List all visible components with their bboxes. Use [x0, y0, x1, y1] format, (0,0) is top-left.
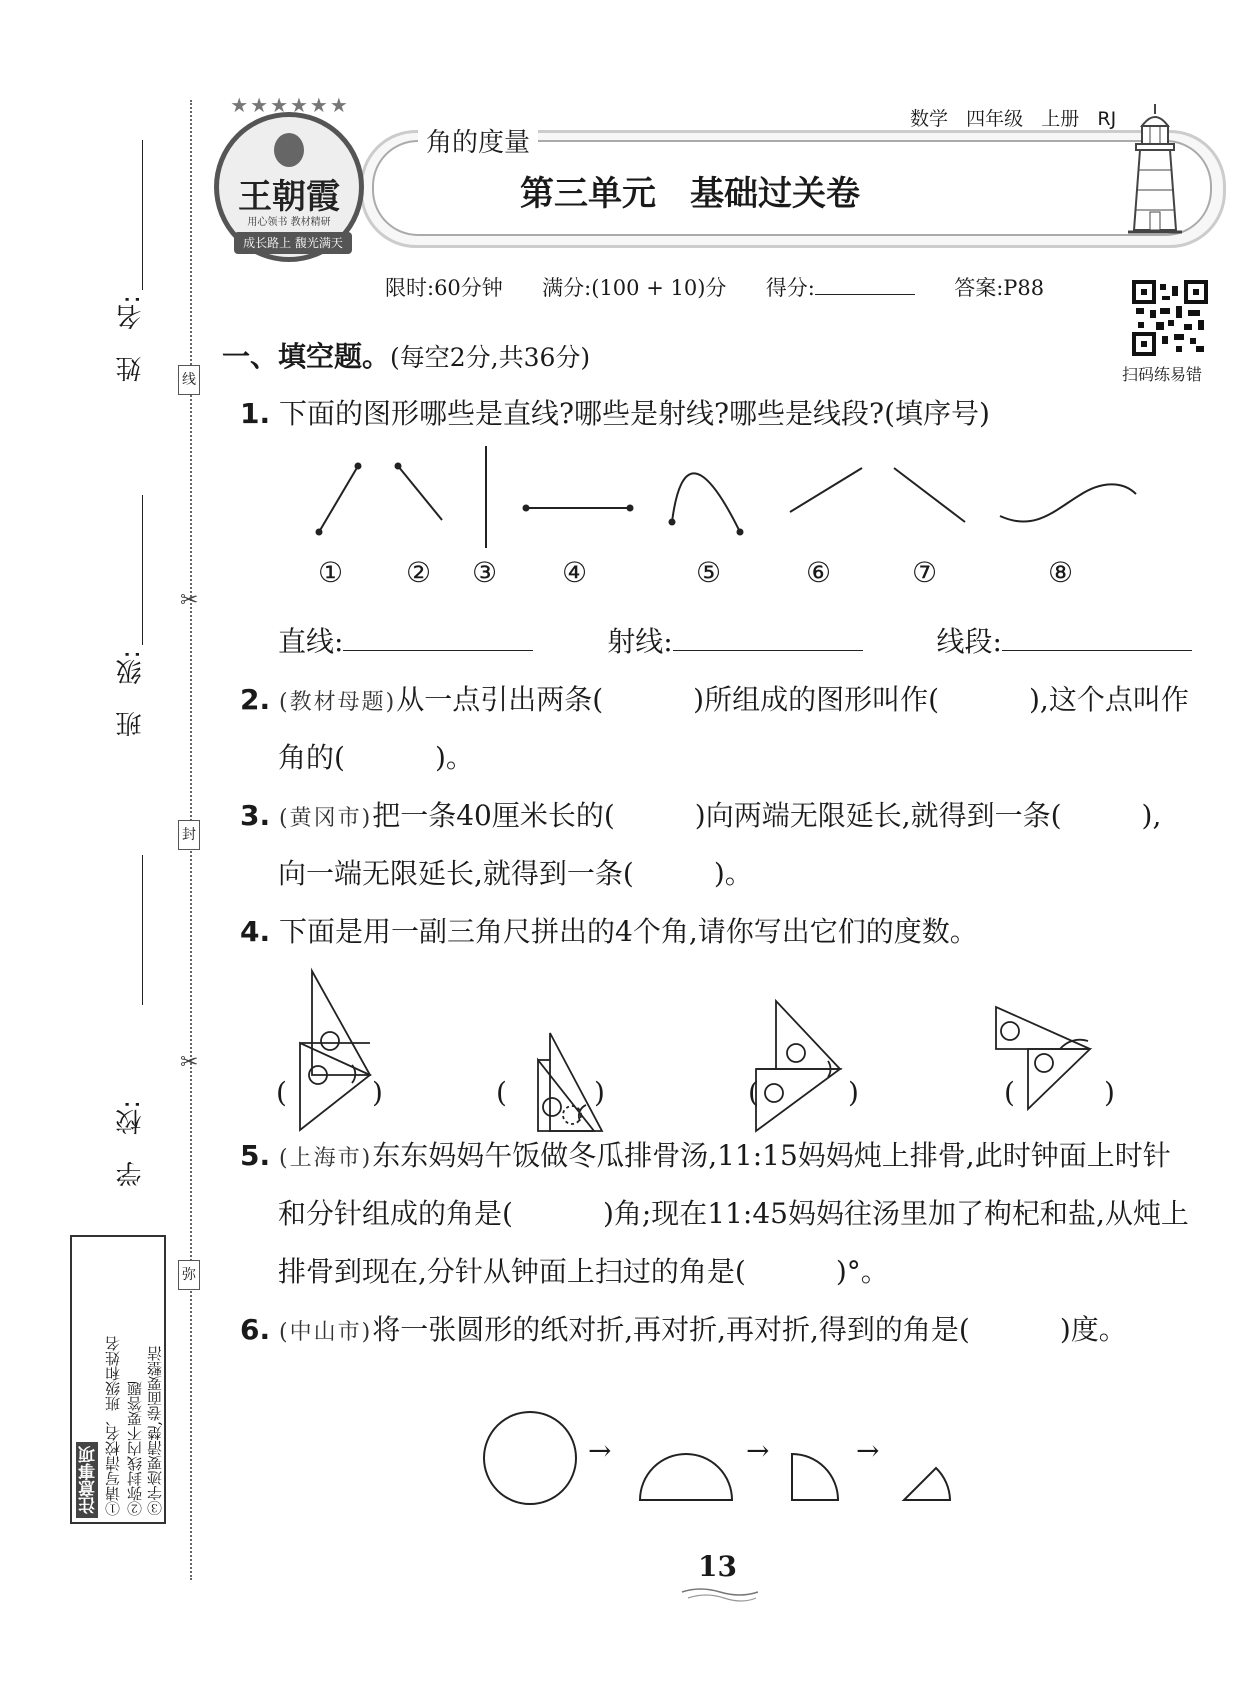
q4-blank-4[interactable]	[1020, 1076, 1100, 1110]
figure-8-curve	[1000, 484, 1136, 521]
q2-text: 从一点引出两条(	[396, 683, 604, 716]
figure-label: ⑧	[1048, 556, 1074, 589]
q1-text: 下面的图形哪些是直线?哪些是射线?哪些是线段?(填序号)	[279, 397, 990, 430]
q1-figures	[300, 440, 1160, 550]
q3-number: 3.	[240, 799, 271, 832]
paren-open: (	[276, 1076, 287, 1109]
star-icon: ★★★★★★	[230, 93, 350, 117]
brand-slogan: 成长路上 馥光满天	[234, 232, 352, 254]
cut-mark-line: 线	[178, 365, 200, 395]
score-label: 得分:	[765, 276, 815, 300]
q5-number: 5.	[240, 1139, 271, 1172]
q4-number: 4.	[240, 915, 271, 948]
notice-title: 注意事项	[76, 1442, 98, 1518]
q4-answer-parens	[0, 1076, 1249, 1116]
q2-text: ),这个点叫作	[1029, 683, 1189, 716]
set-square-c-top	[776, 1001, 840, 1069]
name-label: 姓 名:	[116, 295, 146, 382]
q6-text: )度。	[1059, 1313, 1127, 1346]
paren-open: (	[496, 1076, 507, 1109]
arrow-icon: →	[856, 1434, 880, 1467]
figure-label: ②	[406, 556, 432, 589]
page-number: 13	[698, 1550, 737, 1583]
q2-line2	[278, 736, 474, 776]
score-input[interactable]	[815, 274, 915, 295]
q1-answers	[278, 620, 1192, 660]
paren-close: )	[372, 1076, 383, 1109]
figure-7-line	[894, 468, 965, 522]
figure-5-curve	[672, 473, 740, 532]
figure-label: ④	[562, 556, 588, 589]
q5-text: 排骨到现在,分针从钟面上扫过的角是(	[278, 1255, 746, 1288]
meta-edition: RJ	[1097, 108, 1117, 130]
figure-label: ⑦	[912, 556, 938, 589]
q5-text: 东东妈妈午饭做冬瓜排骨汤,11:15妈妈炖上排骨,此时钟面上时针	[372, 1139, 1171, 1172]
answer-line-input[interactable]	[343, 626, 533, 651]
q6-number: 6.	[240, 1313, 271, 1346]
notice-item: ①请写清校名、班级和姓名	[104, 1336, 122, 1516]
q5-line3	[278, 1250, 889, 1290]
q6-line	[240, 1308, 1127, 1348]
notice-item: ②弥封线内不要答题	[126, 1381, 144, 1516]
q2-text: )所组成的图形叫作(	[693, 683, 939, 716]
figure-2-ray	[398, 466, 442, 520]
q2-number: 2.	[240, 683, 271, 716]
q2-text: 角的(	[278, 741, 345, 774]
figure-label: ①	[318, 556, 344, 589]
full-circle	[484, 1412, 576, 1504]
q3-line1	[240, 794, 1161, 834]
q6-text: 将一张圆形的纸对折,再对折,再对折,得到的角是(	[372, 1313, 970, 1346]
full-score: 满分:(100 + 10)分	[542, 276, 727, 300]
qr-code[interactable]	[1132, 280, 1208, 356]
set-square-d-top	[996, 1007, 1090, 1049]
q5-text: )角;现在11:45妈妈往汤里加了枸杞和盐,从炖上	[602, 1197, 1189, 1230]
q6-fold-diagram	[480, 1408, 960, 1518]
notice-box	[70, 1235, 166, 1524]
q3-text: )。	[713, 857, 753, 890]
brand-name: 王朝霞	[238, 177, 340, 217]
figure-6-line	[790, 468, 862, 512]
arrow-icon: →	[588, 1434, 612, 1467]
answer-segment-label: 线段:	[936, 625, 1002, 658]
scissors-icon: ✂	[180, 1050, 199, 1075]
q2-source: (教材母题)	[279, 690, 397, 715]
figure-1-segment	[319, 466, 358, 532]
time-limit: 限时:60分钟	[385, 276, 503, 300]
q3-line2	[278, 852, 753, 892]
wave-ornament	[680, 1584, 760, 1604]
figure-label: ⑤	[696, 556, 722, 589]
eighth-circle	[904, 1468, 950, 1500]
q3-text: )向两端无限延长,就得到一条(	[694, 799, 1062, 832]
q4-blank-2[interactable]	[512, 1076, 592, 1110]
q5-line1	[240, 1134, 1171, 1174]
quarter-circle	[792, 1454, 838, 1500]
school-label: 学 校:	[116, 1100, 146, 1187]
arrow-icon: →	[746, 1434, 770, 1467]
meta-grade: 四年级	[966, 108, 1024, 130]
cut-mark-seal: 封	[178, 820, 200, 850]
answer-segment-input[interactable]	[1002, 626, 1192, 651]
section-title: 一、填空题。	[222, 340, 391, 373]
q4-blank-3[interactable]	[764, 1076, 844, 1110]
exam-info	[385, 272, 1044, 302]
q5-line2	[278, 1192, 1189, 1232]
q1-prompt	[240, 392, 990, 432]
q3-text: 向一端无限延长,就得到一条(	[278, 857, 634, 890]
section-note: (每空2分,共36分)	[390, 343, 591, 372]
topic-label: 角的度量	[418, 122, 538, 159]
paren-close: )	[848, 1076, 859, 1109]
class-label: 班 级:	[116, 650, 146, 737]
qr-label: 扫码练易错	[1122, 365, 1203, 384]
subject-meta	[910, 104, 1116, 131]
cut-mark-mi: 弥	[178, 1260, 200, 1290]
binding-margin	[0, 0, 199, 1700]
q1-number: 1.	[240, 397, 271, 430]
answer-ray-input[interactable]	[673, 626, 863, 651]
q3-text: ),	[1141, 799, 1162, 832]
scissors-icon: ✂	[180, 588, 199, 613]
q3-text: 把一条40厘米长的(	[372, 799, 615, 832]
name-blank-line[interactable]	[142, 140, 143, 290]
brand-sub: 用心领书 教材精研	[247, 217, 331, 228]
meta-subject: 数学	[910, 108, 949, 130]
meta-volume: 上册	[1041, 108, 1080, 130]
set-square-a-top	[312, 971, 370, 1075]
q5-text: 和分针组成的角是(	[278, 1197, 513, 1230]
answer-line-label: 直线:	[278, 625, 344, 658]
paren-open: (	[748, 1076, 759, 1109]
q4-text: 下面是用一副三角尺拼出的4个角,请你写出它们的度数。	[279, 915, 978, 948]
answer-ref: 答案:P88	[954, 276, 1045, 300]
q5-source: (上海市)	[279, 1146, 373, 1171]
paren-close: )	[594, 1076, 605, 1109]
half-circle	[640, 1454, 732, 1500]
q3-source: (黄冈市)	[279, 806, 373, 831]
avatar	[274, 133, 304, 167]
lighthouse-icon	[1120, 100, 1190, 240]
paren-open: (	[1004, 1076, 1015, 1109]
answer-ray-label: 射线:	[607, 625, 673, 658]
figure-label: ⑥	[806, 556, 832, 589]
school-blank-line[interactable]	[142, 855, 143, 1005]
figure-label: ③	[472, 556, 498, 589]
q1-figure-labels	[0, 556, 1249, 596]
q5-text: )°。	[835, 1255, 889, 1288]
page-title: 第三单元 基础过关卷	[520, 174, 860, 214]
q4-prompt	[240, 910, 978, 950]
q4-blank-1[interactable]	[292, 1076, 372, 1110]
notice-item: ③字迹要清楚,卷面要整洁	[146, 1346, 164, 1516]
q2-text: )。	[434, 741, 474, 774]
q6-source: (中山市)	[279, 1320, 373, 1345]
q2-line1	[240, 678, 1189, 718]
paren-close: )	[1104, 1076, 1115, 1109]
section-heading	[222, 335, 590, 375]
